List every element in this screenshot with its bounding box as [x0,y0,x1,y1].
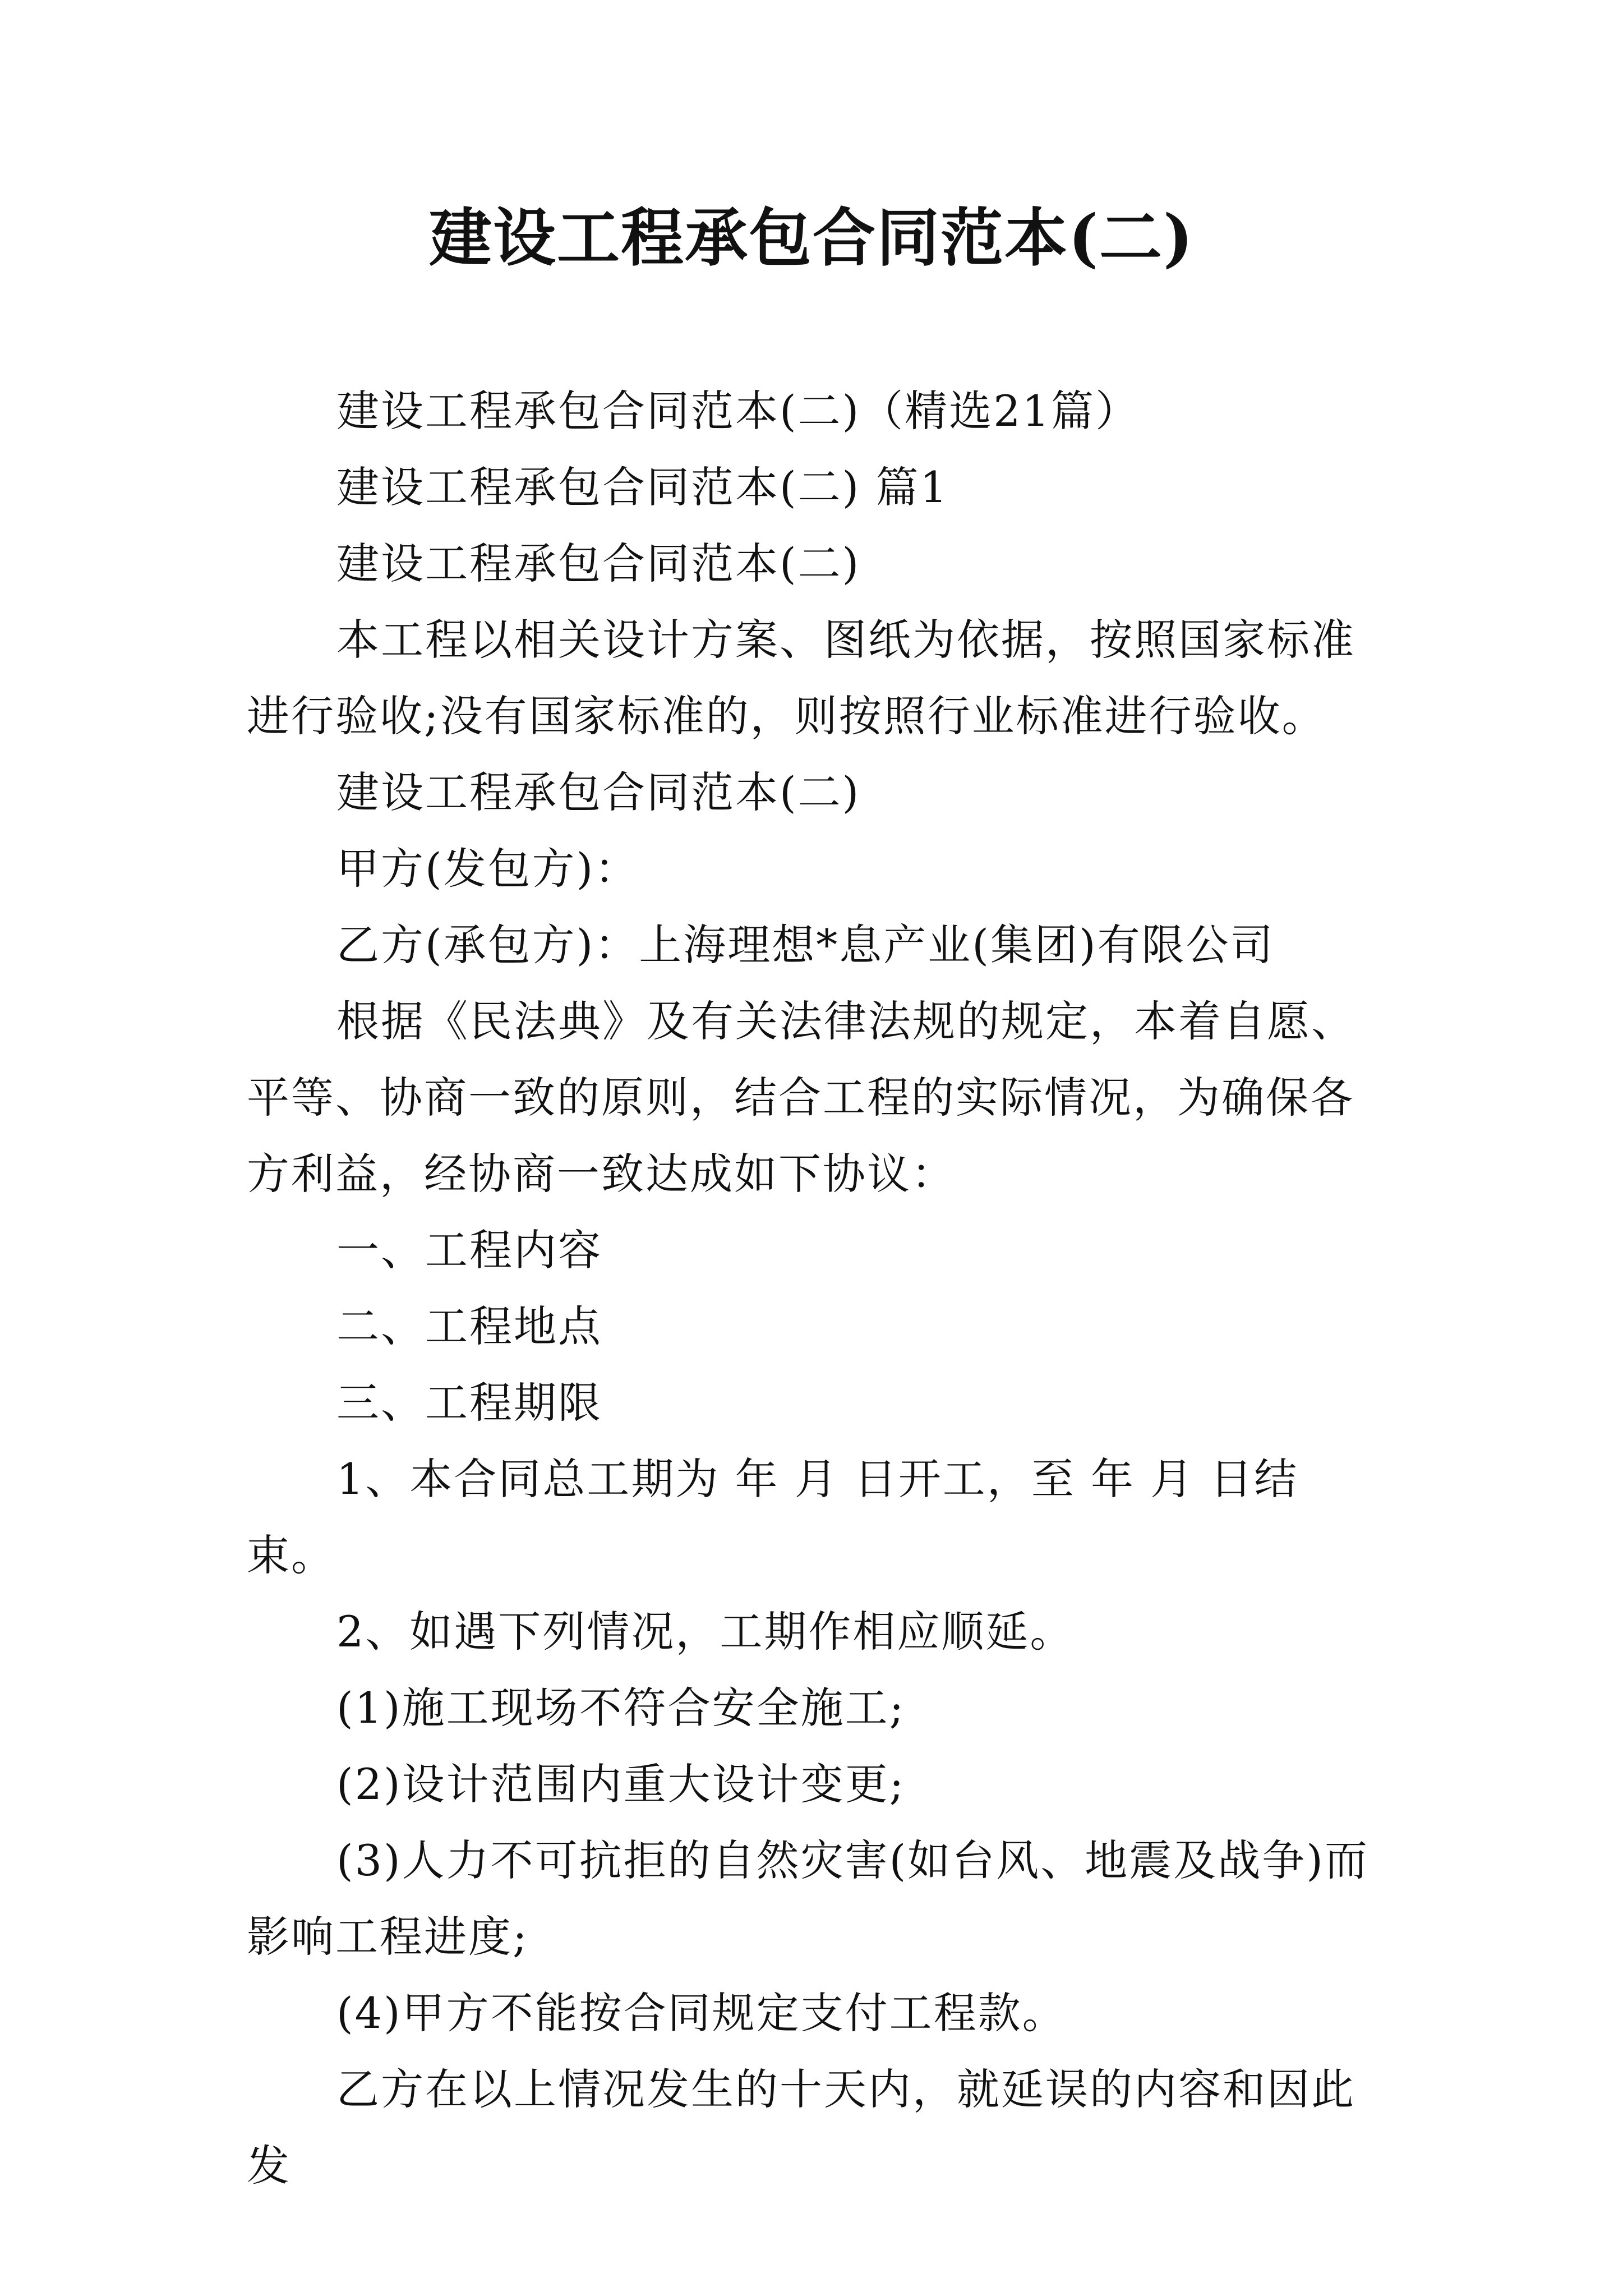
paragraph: (1)施工现场不符合安全施工; [336,1683,906,1733]
paragraph: 本工程以相关设计方案、图纸为依据，按照国家标准进行验收;没有国家标准的，则按照行业标准进行验收。 [247,615,1355,741]
paragraph: 乙方在以上情况发生的十天内，就延误的内容和因此发 [247,2064,1355,2191]
document-title: 建设工程承包合同范本(二) [429,201,1194,275]
paragraph: 三、工程期限 [336,1378,602,1428]
paragraph: (2)设计范围内重大设计变更; [336,1759,906,1809]
paragraph: 建设工程承包合同范本(二)（精选21篇） [336,386,1140,436]
paragraph: 二、工程地点 [336,1301,602,1351]
paragraph: 建设工程承包合同范本(二) [336,767,861,817]
paragraph: 建设工程承包合同范本(二) 篇1 [336,462,949,512]
document-body [247,373,1385,2204]
paragraph: (4)甲方不能按合同规定支付工程款。 [336,1988,1067,2038]
paragraph: (3)人力不可抗拒的自然灾害(如台风、地震及战争)而影响工程进度; [247,1835,1369,1962]
paragraph: 2、如遇下列情况，工期作相应顺延。 [336,1607,1075,1657]
paragraph: 乙方(承包方)：上海理想*息产业(集团)有限公司 [336,920,1275,970]
paragraph: 甲方(发包方)： [336,844,639,894]
paragraph: 建设工程承包合同范本(二) [336,539,861,588]
paragraph: 1、本合同总工期为 年 月 日开工，至 年 月 日结束。 [247,1454,1299,1580]
paragraph: 根据《民法典》及有关法律法规的规定，本着自愿、平等、协商一致的原则，结合工程的实际情况，为确保各方利益，经协商一致达成如下协议： [247,996,1355,1199]
paragraph: 一、工程内容 [336,1225,602,1275]
